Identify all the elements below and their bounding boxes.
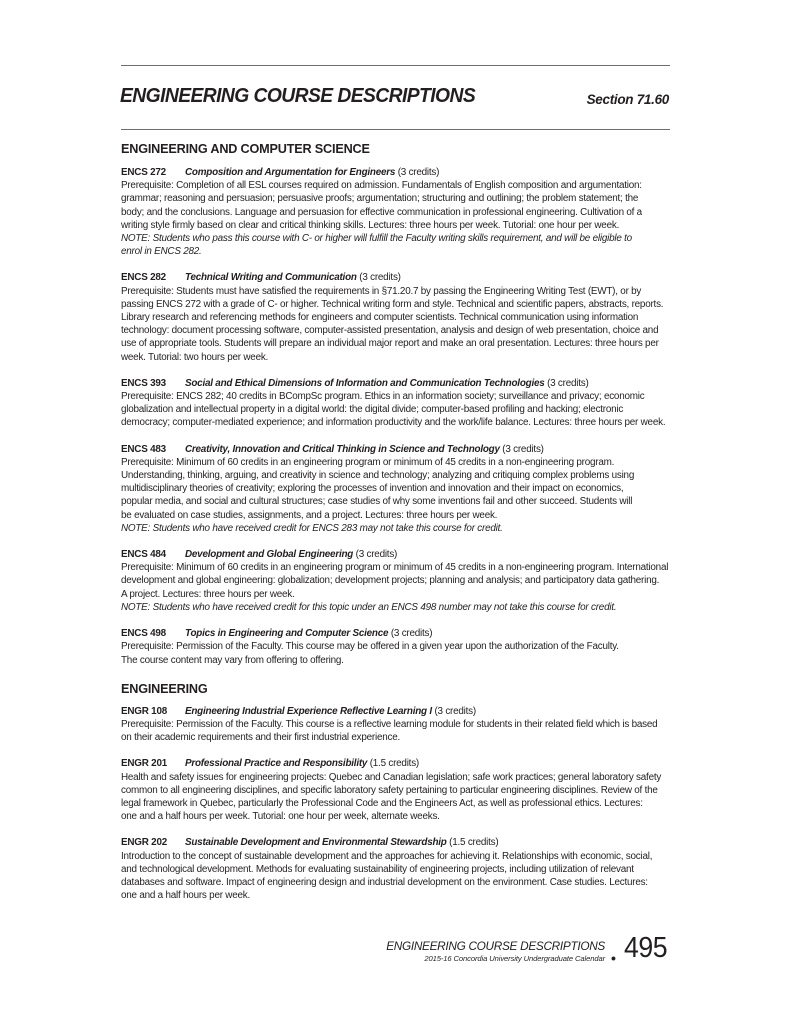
course-entry	[121, 836, 673, 902]
course-description-line: be evaluated on case studies, assignments, and a project. Lectures: three hours per week.	[121, 509, 498, 521]
course-header	[121, 548, 673, 561]
course-credits: (3 credits)	[547, 377, 589, 389]
course-description-line: Prerequisite: Minimum of 60 credits in an engineering program or minimum of 45 credits in a non-engineering program. International	[121, 562, 669, 574]
course-header	[121, 377, 673, 390]
course-description-line: A project. Lectures: three hours per week.	[121, 588, 295, 600]
page-title: ENGINEERING COURSE DESCRIPTIONS	[120, 84, 476, 107]
section-number: Section 71.60	[586, 92, 669, 107]
course-list-engr	[121, 705, 673, 903]
section-heading: ENGINEERING AND COMPUTER SCIENCE	[121, 141, 370, 156]
course-entry	[121, 757, 673, 823]
course-code: ENCS 393	[121, 377, 166, 389]
course-credits: (3 credits)	[359, 272, 401, 284]
footer-title: ENGINEERING COURSE DESCRIPTIONS	[386, 939, 605, 953]
course-description-line: democracy; computer-mediated experience; and information productivity and the work/life balance. Lectures: three hours per week.	[121, 417, 666, 429]
course-description-line: Prerequisite: Completion of all ESL courses required on admission. Fundamentals of English composition and argumentation:	[121, 180, 642, 192]
course-description-line: technology: document processing software, computer-assisted presentation, analysis and design of web presentation, choice and	[121, 325, 659, 337]
page-number: 495	[624, 932, 668, 964]
course-description-line: one and a half hours per week. Tutorial: one hour per week, alternate weeks.	[121, 811, 440, 823]
course-description-line: Prerequisite: Minimum of 60 credits in an engineering program or minimum of 45 credits in a non-engineering program.	[121, 456, 615, 468]
course-credits: (3 credits)	[355, 549, 398, 561]
course-entry	[121, 166, 673, 258]
course-credits: (1.5 credits)	[369, 758, 419, 770]
course-description-line: Prerequisite: Permission of the Faculty. This course is a reflective learning module for students in their related field which is based	[121, 718, 658, 730]
course-description-line: Prerequisite: ENCS 282; 40 credits in BCompSc program. Ethics in an information society; surveillance and privacy; economic	[121, 391, 645, 403]
course-header	[121, 443, 673, 456]
course-header	[121, 627, 673, 640]
course-description-line: use of appropriate tools. Students will prepare an individual major report and make an oral presentation. Lectures: three hours per	[121, 338, 659, 350]
course-header	[121, 271, 673, 284]
course-title: Composition and Argumentation for Engineers	[185, 167, 396, 178]
course-entry	[121, 443, 673, 535]
course-description-line: on their academic requirements and their first industrial experience.	[121, 732, 401, 744]
footer-subtitle: 2015-16 Concordia University Undergraduate Calendar	[424, 954, 605, 963]
course-description-line: The course content may vary from offering to offering.	[121, 654, 344, 666]
course-list-encs	[121, 166, 673, 667]
course-entry	[121, 377, 673, 430]
course-header	[121, 166, 673, 179]
course-description-line: Prerequisite: Permission of the Faculty. This course may be offered in a given year upon the authorization of the Faculty.	[121, 641, 619, 653]
course-description-line: common to all engineering disciplines, and specific laboratory safety pertaining to particular engineering disciplines. Review of the	[121, 784, 658, 796]
course-title: Sustainable Development and Environmental Stewardship	[185, 837, 447, 849]
course-credits: (3 credits)	[390, 628, 433, 640]
course-code: ENGR 202	[121, 837, 167, 849]
course-description-line: grammar; reasoning and persuasion; persuasive proofs; argumentation; structuring and outlining; the problem statement; the	[121, 193, 639, 205]
course-entry	[121, 627, 673, 667]
course-code: ENCS 483	[121, 443, 166, 455]
course-description-line: legal framework in Quebec, particularly the Professional Code and the Engineers Act, as well as professional ethics. Lectures:	[121, 797, 643, 809]
course-description-line: Prerequisite: Students must have satisfied the requirements in §71.20.7 by passing the Engineering Writing Test (EWT), or by	[121, 285, 642, 297]
course-description-line: popular media, and social and cultural structures; case studies of why some inventions fail and other succeed. Students will	[121, 496, 633, 508]
course-description-line: body; and the conclusions. Language and persuasion for effective communication in professional engineering. Cultivation of a	[121, 206, 642, 218]
course-header	[121, 836, 673, 849]
course-code: ENGR 201	[121, 758, 167, 770]
course-code: ENCS 282	[121, 272, 166, 284]
course-note-line: enrol in ENCS 282.	[121, 246, 202, 258]
course-title: Technical Writing and Communication	[185, 272, 357, 284]
course-description-line: databases and software. Impact of engineering design and industrial development on the environment. Case studies. Lectures:	[121, 876, 648, 888]
course-description-line: Understanding, thinking, arguing, and creativity in science and technology; analyzing and critiquing complex problems using	[121, 470, 635, 482]
course-description-line: globalization and intellectual property in a digital world: the digital divide; computer-based profiling and hacking; electronic	[121, 404, 624, 416]
course-note-line: NOTE: Students who pass this course with C- or higher will fulfill the Faculty writing skills requirement, and will be eligible to	[121, 233, 632, 245]
course-title: Social and Ethical Dimensions of Information and Communication Technologies	[185, 377, 545, 389]
course-description-line: one and a half hours per week.	[121, 890, 250, 902]
course-entry	[121, 705, 673, 745]
course-entry	[121, 271, 673, 363]
course-description-line: Library research and referencing methods for engineers and computer scientists. Technical communication using information	[121, 312, 639, 324]
footer	[386, 939, 605, 965]
course-note-line: NOTE: Students who have received credit for this topic under an ENCS 498 number may not take this course for credit.	[121, 601, 617, 613]
course-description-line: passing ENCS 272 with a grade of C- or higher. Technical writing form and style. Technical and scientific papers, abstracts, reports.	[121, 298, 664, 310]
course-description-line: week. Tutorial: two hours per week.	[121, 351, 269, 363]
course-code: ENGR 108	[121, 705, 167, 717]
course-header	[121, 757, 673, 770]
course-header	[121, 705, 673, 718]
course-credits: (3 credits)	[434, 705, 476, 717]
course-credits: (1.5 credits)	[449, 837, 499, 849]
course-title: Development and Global Engineering	[185, 549, 354, 561]
course-note-line: NOTE: Students who have received credit for ENCS 283 may not take this course for credit.	[121, 522, 503, 534]
course-code: ENCS 484	[121, 549, 166, 561]
course-description-line: Health and safety issues for engineering projects: Quebec and Canadian legislation; safe work practices; general laboratory safety	[121, 771, 662, 783]
course-title: Engineering Industrial Experience Reflective Learning I	[185, 705, 432, 717]
course-code: ENCS 498	[121, 628, 166, 640]
course-credits: (3 credits)	[397, 167, 440, 178]
course-description-line: and technological development. Methods for evaluating sustainability of engineering projects, including utilization of relevant	[121, 863, 634, 875]
section-heading: ENGINEERING	[121, 680, 208, 696]
course-description-line: multidisciplinary theories of creativity; exploring the processes of invention and innovation and their impact on economics,	[121, 483, 624, 495]
course-description-line: Introduction to the concept of sustainable development and the approaches for achieving it. Relationships with economic, social,	[121, 850, 653, 862]
course-code: ENCS 272	[121, 167, 166, 178]
course-title: Professional Practice and Responsibility	[185, 758, 368, 770]
course-title: Topics in Engineering and Computer Science	[185, 628, 389, 640]
course-credits: (3 credits)	[502, 443, 544, 455]
course-description-line: writing style firmly based on clear and critical thinking skills. Lectures: three hours per week. Tutorial: one hour per week.	[121, 219, 620, 231]
course-description-line: development and global engineering: globalization; development projects; planning and analysis; and participatory data gathering.	[121, 575, 660, 587]
course-title: Creativity, Innovation and Critical Thinking in Science and Technology	[185, 443, 500, 455]
header-rule	[121, 129, 670, 130]
course-listing	[121, 138, 673, 915]
course-entry	[121, 548, 673, 614]
top-rule	[121, 65, 670, 66]
footer-bullet: •	[611, 950, 616, 966]
